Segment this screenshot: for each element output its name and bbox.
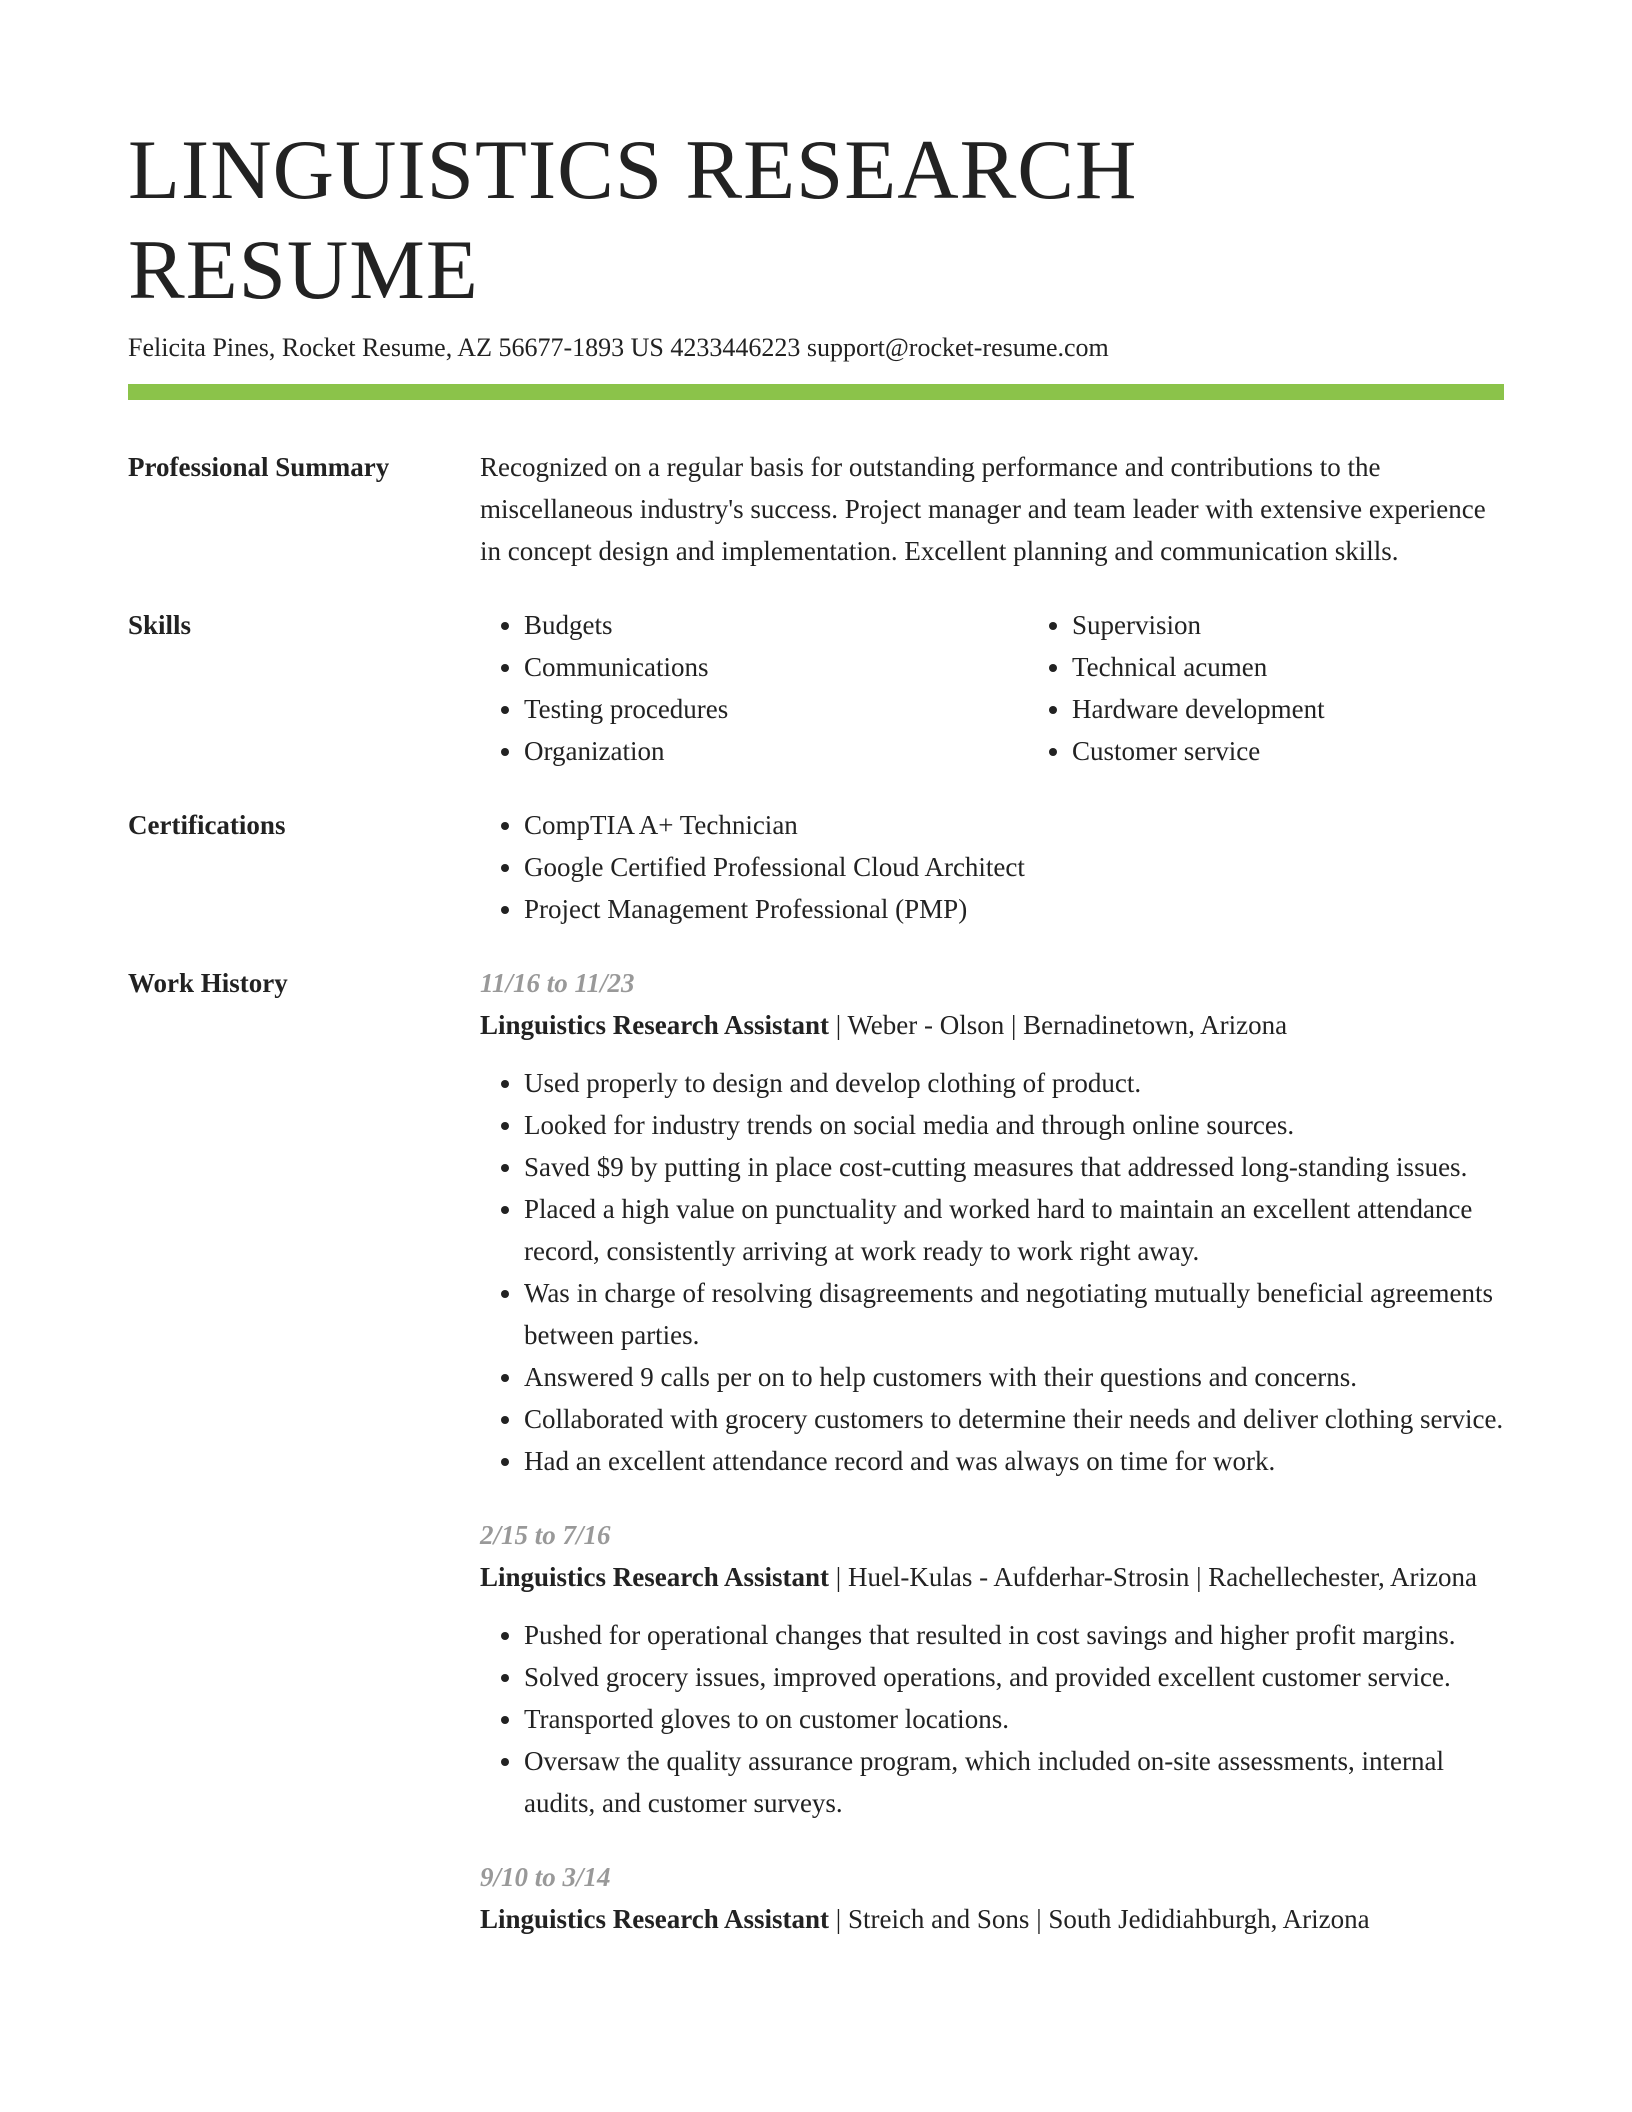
job-dates: 9/10 to 3/14 bbox=[480, 1862, 611, 1892]
accent-divider bbox=[128, 384, 1504, 400]
job-bullet: • Placed a high value on punctuality and worked hard to maintain an excellent attendance record, consistently arriving at work ready to work right away. bbox=[524, 1188, 1504, 1272]
job-heading bbox=[480, 1898, 1504, 1940]
job-bullet: • Looked for industry trends on social media and through online sources. bbox=[524, 1104, 1504, 1146]
job-title: Linguistics Research Assistant bbox=[480, 1010, 830, 1040]
certification-item: • Google Certified Professional Cloud Architect bbox=[524, 846, 1504, 888]
skills-grid bbox=[480, 604, 1576, 772]
job-details: | Weber - Olson | Bernadinetown, Arizona bbox=[829, 1010, 1288, 1040]
certifications-body bbox=[480, 804, 1504, 930]
skills-section bbox=[128, 604, 1504, 772]
skill-item: • Organization bbox=[524, 730, 1028, 772]
skill-item: • Communications bbox=[524, 646, 1028, 688]
resume-page bbox=[128, 120, 1504, 1940]
job-bullet: • Solved grocery issues, improved operations, and provided excellent customer service. bbox=[524, 1656, 1504, 1698]
skill-item: • Hardware development bbox=[1072, 688, 1576, 730]
summary-text: Recognized on a regular basis for outstanding performance and contributions to the miscellaneous industry's success. Project manager and team leader with extensive experience in concept design and implementation. Excellent planning and communication skills. bbox=[480, 452, 1486, 566]
skills-list-right bbox=[1028, 604, 1576, 772]
skills-label: Skills bbox=[128, 610, 192, 640]
work-history-label: Work History bbox=[128, 968, 288, 998]
contact-line: Felicita Pines, Rocket Resume, AZ 56677-1893 US 4233446223 support@rocket-resume.com bbox=[128, 333, 1109, 362]
skill-item: • Testing procedures bbox=[524, 688, 1028, 730]
job-details: | Huel-Kulas - Aufderhar-Strosin | Rachellechester, Arizona bbox=[829, 1562, 1478, 1592]
work-history-body bbox=[480, 962, 1504, 1940]
job-bullet: • Transported gloves to on customer locations. bbox=[524, 1698, 1504, 1740]
job-bullet: • Pushed for operational changes that resulted in cost savings and higher profit margins. bbox=[524, 1614, 1504, 1656]
job-bullet: • Had an excellent attendance record and was always on time for work. bbox=[524, 1440, 1504, 1482]
certifications-label: Certifications bbox=[128, 810, 286, 840]
certifications-section bbox=[128, 804, 1504, 930]
skill-item: • Technical acumen bbox=[1072, 646, 1576, 688]
job-bullets bbox=[480, 1062, 1504, 1482]
job-bullet: • Used properly to design and develop clothing of product. bbox=[524, 1062, 1504, 1104]
job-bullet: • Oversaw the quality assurance program, which included on-site assessments, internal audits, and customer surveys. bbox=[524, 1740, 1504, 1824]
work-history-section bbox=[128, 962, 1504, 1940]
certifications-list bbox=[480, 804, 1504, 930]
skill-item: • Customer service bbox=[1072, 730, 1576, 772]
job-heading bbox=[480, 1556, 1504, 1598]
job-entry bbox=[480, 962, 1504, 1482]
job-entry bbox=[480, 1856, 1504, 1940]
job-entry bbox=[480, 1514, 1504, 1824]
job-bullets bbox=[480, 1614, 1504, 1824]
summary-section bbox=[128, 446, 1504, 572]
certification-item: • Project Management Professional (PMP) bbox=[524, 888, 1504, 930]
skill-item: • Budgets bbox=[524, 604, 1028, 646]
job-heading bbox=[480, 1004, 1504, 1046]
job-dates: 11/16 to 11/23 bbox=[480, 968, 635, 998]
resume-title: LINGUISTICS RESEARCH RESUME bbox=[128, 123, 1138, 317]
job-bullet: • Was in charge of resolving disagreements and negotiating mutually beneficial agreements between parties. bbox=[524, 1272, 1504, 1356]
job-bullet: • Collaborated with grocery customers to determine their needs and deliver clothing service. bbox=[524, 1398, 1504, 1440]
job-details: | Streich and Sons | South Jedidiahburgh, Arizona bbox=[829, 1904, 1370, 1934]
job-title: Linguistics Research Assistant bbox=[480, 1904, 830, 1934]
job-title: Linguistics Research Assistant bbox=[480, 1562, 830, 1592]
summary-label: Professional Summary bbox=[128, 452, 390, 482]
skills-list-left bbox=[480, 604, 1028, 772]
job-dates: 2/15 to 7/16 bbox=[480, 1520, 611, 1550]
skill-item: • Supervision bbox=[1072, 604, 1576, 646]
job-bullet: • Answered 9 calls per on to help customers with their questions and concerns. bbox=[524, 1356, 1504, 1398]
job-bullet: • Saved $9 by putting in place cost-cutting measures that addressed long-standing issues. bbox=[524, 1146, 1504, 1188]
certification-item: • CompTIA A+ Technician bbox=[524, 804, 1504, 846]
